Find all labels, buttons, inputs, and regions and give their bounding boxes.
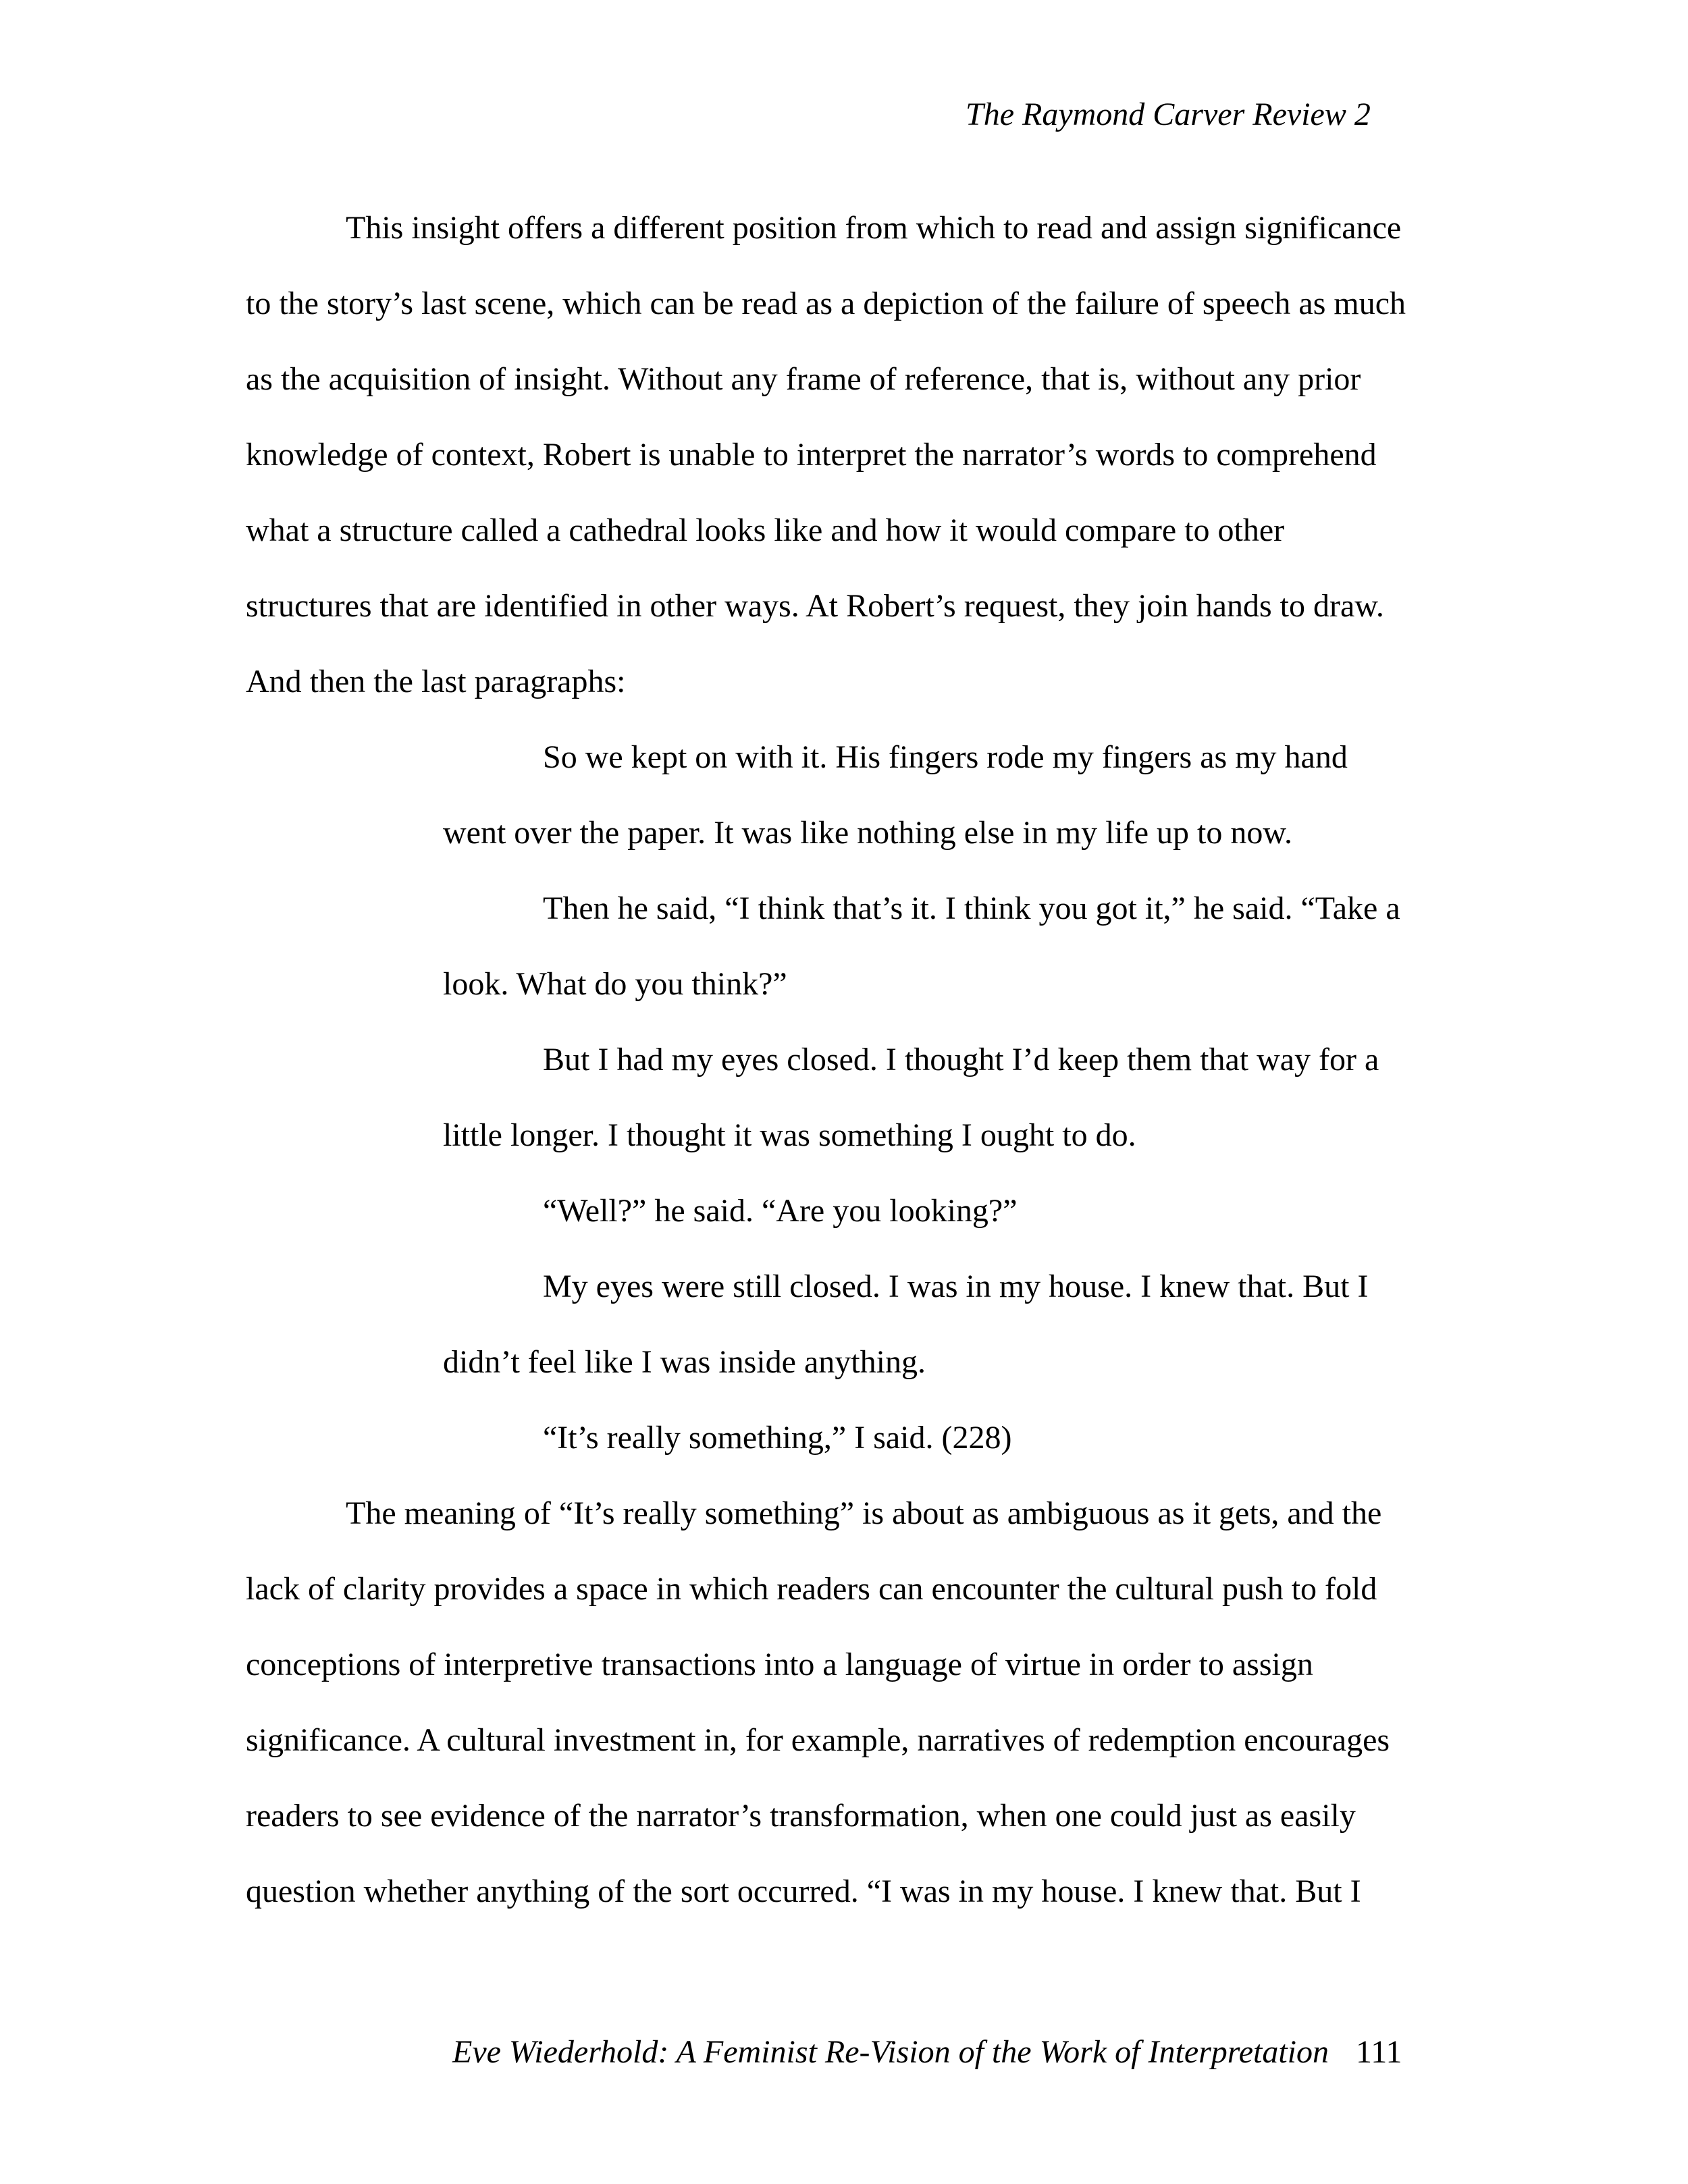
paragraph-line: conceptions of interpretive transactions into a language of virtue in order to assign — [246, 1647, 1313, 1682]
quote-line: So we kept on with it. His fingers rode my fingers as my hand — [543, 739, 1348, 775]
quote-line: “Well?” he said. “Are you looking?” — [543, 1193, 1018, 1229]
body-text — [246, 190, 1434, 1929]
paragraph-line: And then the last paragraphs: — [246, 664, 626, 699]
quote-line: little longer. I thought it was something I ought to do. — [443, 1117, 1136, 1153]
paragraph-line: question whether anything of the sort occurred. “I was in my house. I knew that. But I — [246, 1873, 1361, 1909]
paragraph-line: The meaning of “It’s really something” is about as ambiguous as it gets, and the — [346, 1495, 1382, 1531]
paragraph-line: as the acquisition of insight. Without any frame of reference, that is, without any prior — [246, 361, 1361, 397]
block-quote — [246, 720, 1434, 1476]
paragraph-1 — [246, 190, 1434, 720]
quote-line: didn’t feel like I was inside anything. — [443, 1344, 926, 1380]
quote-line: went over the paper. It was like nothing else in my life up to now. — [443, 815, 1292, 851]
paragraph-line: This insight offers a different position from which to read and assign significance — [346, 210, 1402, 246]
footer-article-title: Eve Wiederhold: A Feminist Re-Vision of the Work of Interpretation — [452, 2034, 1329, 2070]
quote-line: look. What do you think?” — [443, 966, 787, 1002]
quote-line: But I had my eyes closed. I thought I’d keep them that way for a — [543, 1042, 1379, 1077]
paragraph-line: readers to see evidence of the narrator’s transformation, when one could just as easily — [246, 1798, 1356, 1834]
paragraph-line: knowledge of context, Robert is unable to interpret the narrator’s words to comprehend — [246, 437, 1377, 473]
page-number: 111 — [1356, 2034, 1402, 2070]
page-footer — [452, 2032, 1445, 2073]
paragraph-line: lack of clarity provides a space in which readers can encounter the cultural push to fold — [246, 1571, 1377, 1607]
running-head: The Raymond Carver Review 2 — [966, 97, 1371, 132]
paragraph-line: significance. A cultural investment in, for example, narratives of redemption encourages — [246, 1722, 1390, 1758]
quote-line: My eyes were still closed. I was in my house. I knew that. But I — [543, 1269, 1369, 1304]
paragraph-line: to the story’s last scene, which can be read as a depiction of the failure of speech as much — [246, 286, 1406, 321]
paragraph-2 — [246, 1476, 1434, 1929]
quote-line: Then he said, “I think that’s it. I think you got it,” he said. “Take a — [543, 890, 1400, 926]
quote-line: “It’s really something,” I said. (228) — [543, 1420, 1012, 1456]
paragraph-line: structures that are identified in other ways. At Robert’s request, they join hands to draw. — [246, 588, 1384, 624]
paragraph-line: what a structure called a cathedral looks like and how it would compare to other — [246, 512, 1285, 548]
